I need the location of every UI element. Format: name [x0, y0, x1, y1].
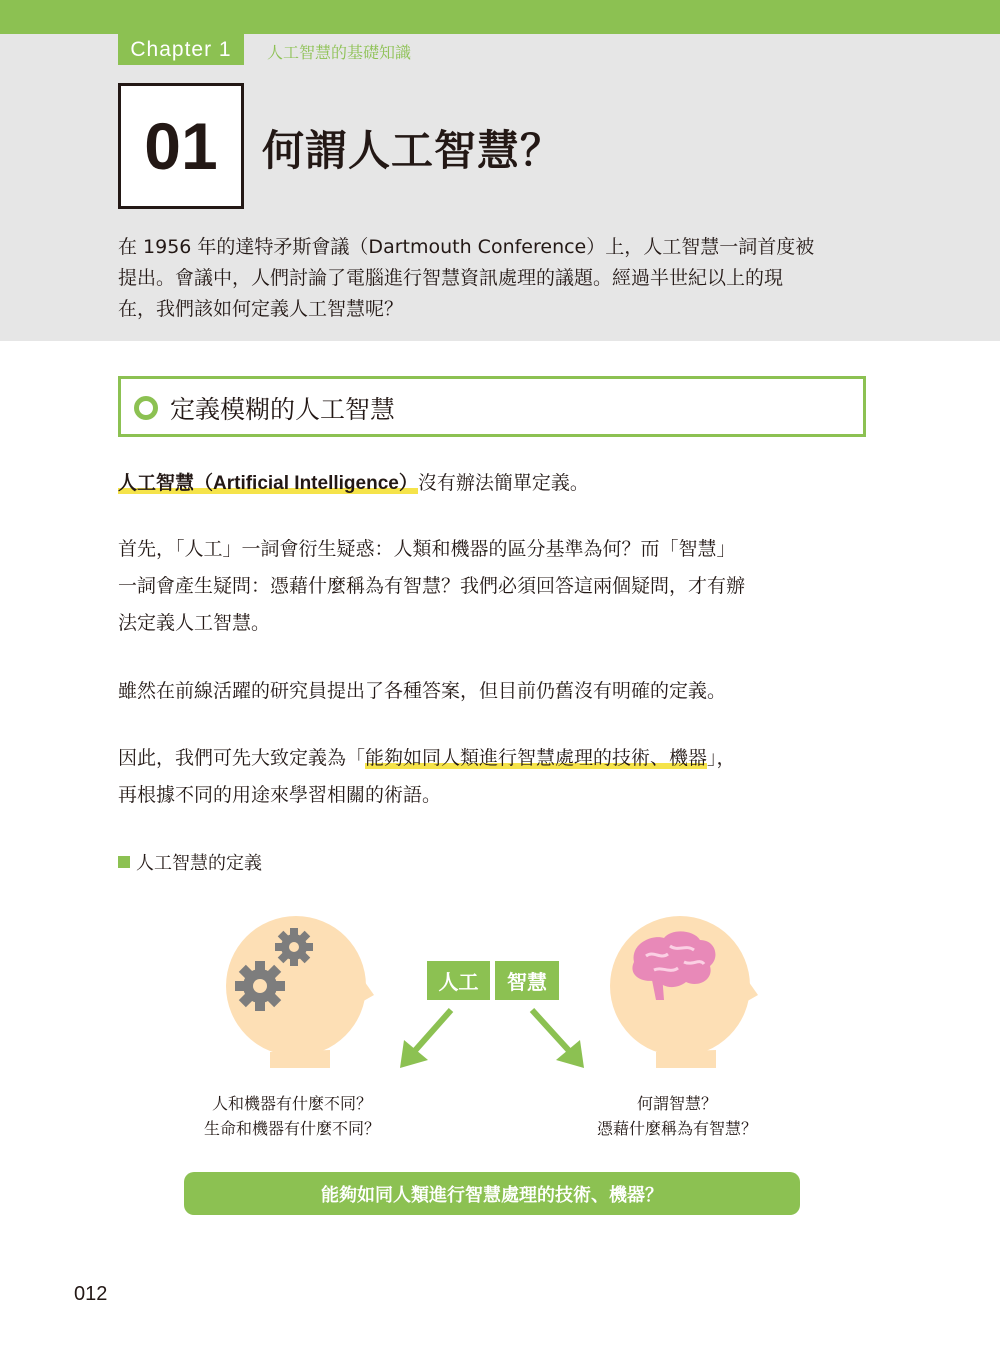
square-bullet-icon — [118, 856, 130, 868]
gear-small-icon — [275, 928, 313, 966]
left-questions — [152, 1091, 432, 1141]
tag-intelligence: 智慧 — [495, 961, 559, 1000]
section-heading: 定義模糊的人工智慧 — [170, 395, 396, 424]
chapter-tag: Chapter 1 — [118, 34, 244, 65]
conclusion-pill: 能夠如同人類進行智慧處理的技術、機器？ — [184, 1172, 800, 1215]
question-line: 憑藉什麼稱為有智慧？ — [596, 1119, 757, 1138]
chapter-subtitle: 人工智慧的基礎知識 — [267, 43, 412, 62]
question-line: 何謂智慧？ — [636, 1094, 717, 1113]
paragraph-text: 因此，我們可先大致定義為「 — [118, 747, 366, 769]
paragraph-line: 法定義人工智慧。 — [118, 612, 271, 634]
ring-bullet-icon — [134, 396, 158, 420]
arrow-right-icon — [532, 1010, 584, 1068]
ai-definition-diagram — [0, 900, 1000, 1180]
tag-artificial: 人工 — [427, 961, 490, 1000]
section-heading-box — [118, 376, 866, 437]
body-paragraph-2 — [118, 531, 878, 642]
intro-line: 提出。會議中，人們討論了電腦進行智慧資訊處理的議題。經過半世紀以上的現 — [118, 267, 784, 289]
figure-label — [118, 849, 262, 875]
figure-label-text: 人工智慧的定義 — [136, 853, 262, 874]
section-number-box — [118, 83, 244, 209]
top-color-bar — [0, 0, 1000, 34]
gear-large-icon — [235, 961, 285, 1011]
paragraph-text: 」， — [707, 747, 736, 769]
body-paragraph-4 — [118, 740, 878, 814]
paragraph-line — [118, 740, 878, 777]
paragraph-line: 一詞會產生疑問：憑藉什麼稱為有智慧？我們必須回答這兩個疑問，才有辦 — [118, 575, 746, 597]
paragraph-text: 沒有辦法簡單定義。 — [417, 472, 589, 494]
right-questions — [537, 1091, 817, 1141]
intro-line: 在 1956 年的達特矛斯會議（Dartmouth Conference）上，人工智慧一詞首度被 — [118, 236, 815, 258]
human-head-brain-icon — [610, 916, 758, 1068]
highlighted-term: 人工智慧（Artificial Intelligence） — [118, 473, 418, 494]
page-number: 012 — [74, 1283, 108, 1305]
arrow-left-icon — [400, 1010, 451, 1068]
question-line: 生命和機器有什麼不同？ — [203, 1119, 380, 1138]
section-number: 01 — [144, 109, 218, 183]
question-line: 人和機器有什麼不同？ — [211, 1094, 372, 1113]
intro-paragraph — [118, 232, 878, 325]
paragraph-line: 首先，「人工」一詞會衍生疑惑：人類和機器的區分基準為何？而「智慧」 — [118, 538, 736, 560]
intro-line: 在，我們該如何定義人工智慧呢？ — [118, 298, 404, 320]
body-paragraph-3: 雖然在前線活躍的研究員提出了各種答案，但目前仍舊沒有明確的定義。 — [118, 680, 727, 702]
human-head-gears-icon — [226, 916, 374, 1068]
body-paragraph-1 — [118, 465, 878, 502]
page-title: 何謂人工智慧？ — [262, 126, 564, 175]
highlighted-definition: 能夠如同人類進行智慧處理的技術、機器 — [365, 747, 708, 769]
paragraph-line: 再根據不同的用途來學習相關的術語。 — [118, 784, 442, 806]
